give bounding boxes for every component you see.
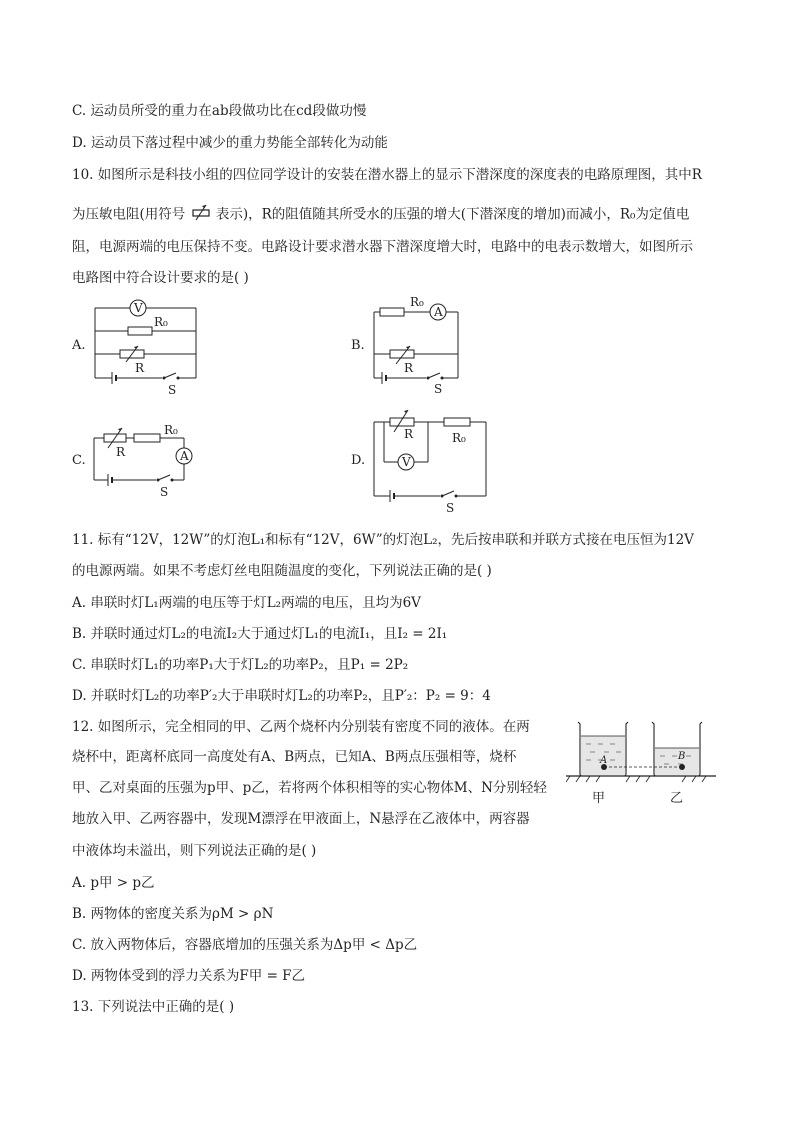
point-a-label: A	[600, 755, 608, 766]
q11-option-c: C. 串联时灯L₁的功率P₁大于灯L₂的功率P₂，且P₁ = 2P₂	[72, 657, 409, 673]
beaker-left-label: 甲	[592, 791, 606, 806]
q10-option-c-label: C.	[72, 453, 86, 468]
q10-stem-line4: 电路图中符合设计要求的是( )	[72, 270, 249, 286]
q12-option-b: B. 两物体的密度关系为ρM > ρN	[72, 906, 274, 922]
q11-option-d: D. 并联时灯L₂的功率P′₂大于串联时灯L₂的功率P₂，且P′₂：P₂ = 9：4	[72, 688, 491, 704]
q12-stem-line1: 12. 如图所示，完全相同的甲、乙两个烧杯内分别装有密度不同的液体。在两	[72, 719, 530, 735]
q12-option-c: C. 放入两物体后，容器底增加的压强关系为Δp甲 < Δp乙	[72, 937, 418, 953]
q11-option-b: B. 并联时通过灯L₂的电流I₂大于通过灯L₁的电流I₁，且I₂ = 2I₁	[72, 626, 448, 642]
q10-stem-line2b: 表示)，R的阻值随其所受水的压强的增大(下潜深度的增加)而减小，R₀为定值电	[215, 206, 690, 223]
circuit-b-r-label: R	[404, 361, 414, 375]
q12-stem-line3: 甲、乙对桌面的压强为p甲、p乙，若将两个体积相等的实心物体M、N分别轻轻	[72, 780, 547, 796]
q10-stem-line2a: 为压敏电阻(用符号	[72, 206, 186, 223]
q10-option-d-label: D.	[351, 453, 366, 468]
q10-option-b-label: B.	[351, 338, 365, 353]
q12-stem-line4: 地放入甲、乙两容器中，发现M漂浮在甲液面上，N悬浮在乙液体中，两容器	[72, 811, 530, 827]
circuit-a-r-label: R	[135, 361, 145, 375]
q10-stem-line3: 阻，电源两端的电压保持不变。电路设计要求潜水器下潜深度增大时，电路中的电表示数增大，如图所示	[72, 239, 693, 255]
circuit-b-switch-label: S	[434, 382, 443, 394]
circuit-b-r0-label: R₀	[410, 295, 424, 309]
q12-beakers-figure	[566, 712, 716, 812]
q10-circuit-a	[90, 296, 210, 396]
q11-option-a: A. 串联时灯L₁两端的电压等于灯L₂两端的电压，且均为6V	[72, 595, 421, 611]
point-b-label: B	[678, 751, 686, 762]
q11-stem-line1: 11. 标有“12V，12W”的灯泡L₁和标有“12V，6W”的灯泡L₂，先后按串联和并联方式接在电压恒为12V	[72, 532, 694, 548]
q10-stem-line2	[72, 201, 689, 229]
circuit-c-switch-label: S	[160, 485, 169, 499]
circuit-d-r-label: R	[404, 427, 414, 441]
circuit-c-r0-label: R₀	[164, 423, 178, 437]
pressure-resistor-symbol-icon	[190, 201, 212, 229]
q11-stem-line2: 的电源两端。如果不考虑灯丝电阻随温度的变化，下列说法正确的是( )	[72, 563, 492, 579]
q12-option-a: A. p甲 > p乙	[72, 875, 155, 891]
circuit-d-meter-label: V	[402, 455, 411, 469]
q10-circuit-c	[88, 418, 208, 500]
q10-stem-line1: 10. 如图所示是科技小组的四位同学设计的安装在潜水器上的显示下潜深度的深度表的电路原理图，其中R	[72, 167, 702, 183]
q10-circuit-b	[368, 294, 468, 394]
circuit-d-r0-label: R₀	[452, 431, 466, 445]
circuit-b-meter-label: A	[434, 305, 443, 319]
q12-option-d: D. 两物体受到的浮力关系为F甲 = F乙	[72, 968, 306, 984]
circuit-c-r-label: R	[116, 445, 126, 459]
q12-stem-line2: 烧杯中，距离杯底同一高度处有A、B两点，已知A、B两点压强相等，烧杯	[72, 749, 517, 765]
q10-option-a-label: A.	[72, 338, 86, 353]
q12-stem-line5: 中液体均未溢出，则下列说法正确的是( )	[72, 843, 317, 859]
circuit-a-meter-label: V	[134, 301, 143, 315]
q9-option-c: C. 运动员所受的重力在ab段做功比在cd段做功慢	[72, 103, 367, 119]
q9-option-d: D. 运动员下落过程中减少的重力势能全部转化为动能	[72, 135, 388, 151]
q13-stem: 13. 下列说法中正确的是( )	[72, 999, 235, 1015]
circuit-a-r0-label: R₀	[154, 315, 168, 329]
q10-circuit-d	[368, 404, 493, 516]
beaker-right-label: 乙	[670, 791, 684, 806]
circuit-d-switch-label: S	[446, 501, 455, 515]
circuit-c-meter-label: A	[180, 449, 189, 463]
circuit-a-switch-label: S	[168, 383, 177, 396]
